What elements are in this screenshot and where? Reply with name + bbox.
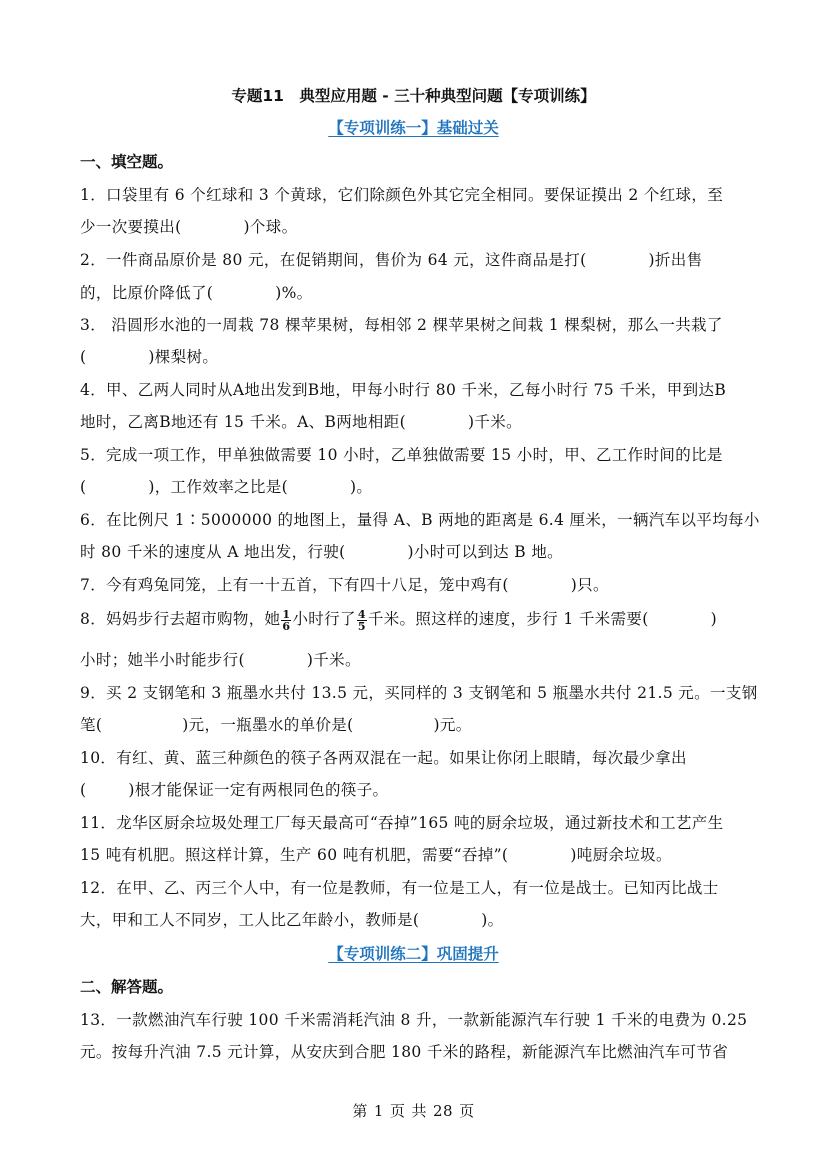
fraction-one-sixth: $\frac{1}{6}$ [282,607,291,633]
heading-fill-blanks: 一、填空题。 [80,153,174,171]
question-1-line-2: 少一次要摸出( )个球。 [80,218,298,236]
question-4-line-1: 4．甲、乙两人同时从A地出发到B地，甲每小时行 80 千米，乙每小时行 75 千米，甲到达B [80,381,727,399]
question-13-line-2: 元。按每升汽油 7.5 元计算，从安庆到合肥 180 千米的路程，新能源汽车比燃油汽车可节省 [80,1043,729,1061]
section-title-2: 【专项训练二】巩固提升 [328,945,499,963]
question-3-line-1: 3． 沿圆形水池的一周栽 78 棵苹果树，每相邻 2 棵苹果树之间栽 1 棵梨树，那么一共栽了 [80,316,723,334]
current-page-number: 1 [373,1102,384,1120]
question-2-line-1: 2．一件商品原价是 80 元，在促销期间，售价为 64 元，这件商品是打( )折出售 [80,251,703,269]
question-5-line-2: ( )，工作效率之比是( )。 [80,478,373,496]
question-11-line-2: 15 吨有机肥。照这样计算，生产 60 吨有机肥，需要“吞掉”( )吨厨余垃圾。 [80,846,672,864]
question-8-line-2: 小时；她半小时能步行( )千米。 [80,651,361,669]
question-13-line-1: 13．一款燃油汽车行驶 100 千米需消耗汽油 8 升，一款新能源汽车行驶 1 千米的电费为 0.25 [80,1011,748,1029]
question-11-line-1: 11．龙华区厨余垃圾处理工厂每天最高可“吞掉”165 吨的厨余垃圾，通过新技术和工艺产生 [80,814,724,832]
question-10-line-1: 10．有红、黄、蓝三种颜色的筷子各两双混在一起。如果让你闭上眼睛，每次最少拿出 [80,749,687,767]
question-10-line-2: ( )根才能保证一定有两根同色的筷子。 [80,781,389,799]
question-9-line-1: 9．买 2 支钢笔和 3 瓶墨水共付 13.5 元，买同样的 3 支钢笔和 5 瓶墨水共付 21.5 元。一支钢 [80,684,758,702]
question-3-line-2: ( )棵梨树。 [80,348,219,366]
total-pages: 28 [432,1102,454,1120]
question-12-line-2: 大，甲和工人不同岁，工人比乙年龄小，教师是( )。 [80,911,504,929]
question-2-line-2: 的，比原价降低了( )%。 [80,284,313,302]
question-9-line-2: 笔( )元，一瓶墨水的单价是( )元。 [80,716,472,734]
fraction-four-fifths: $\frac{4}{5}$ [357,607,366,633]
page-footer: 第 1 页 共 28 页 [352,1102,475,1120]
section-title-1: 【专项训练一】基础过关 [328,119,499,137]
question-5-line-1: 5．完成一项工作，甲单独做需要 10 小时，乙单独做需要 15 小时，甲、乙工作时间的比是 [80,446,723,464]
section-header-basic [0,116,827,138]
section-header-consolidation [0,942,827,964]
question-4-line-2: 地时，乙离B地还有 15 千米。A、B两地相距( )千米。 [80,413,522,431]
page-title: 专题11 典型应用题 - 三十种典型问题【专项训练】 [231,87,596,105]
heading-solve-problems: 二、解答题。 [80,978,174,996]
question-6-line-2: 时 80 千米的速度从 A 地出发，行驶( )小时可以到达 B 地。 [80,543,564,561]
question-6-line-1: 6．在比例尺 1∶5000000 的地图上，量得 A、B 两地的距离是 6.4 厘米，一辆汽车以平均每小 [80,511,760,529]
question-1-line-1: 1．口袋里有 6 个红球和 3 个黄球，它们除颜色外其它完全相同。要保证摸出 2 个红球，至 [80,186,724,204]
question-12-line-1: 12．在甲、乙、丙三个人中，有一位是教师，有一位是工人，有一位是战士。已知丙比战士 [80,879,719,897]
question-7-line-1: 7．今有鸡兔同笼，上有一十五首，下有四十八足，笼中鸡有( )只。 [80,576,609,594]
question-8-line-1: 8．妈妈步行去超市购物，她 $\frac{1}{6}$ 小时行了 $\frac{4}{5}$ 千米。照这样的速度，步行 1 千米需要( ) [80,607,718,633]
